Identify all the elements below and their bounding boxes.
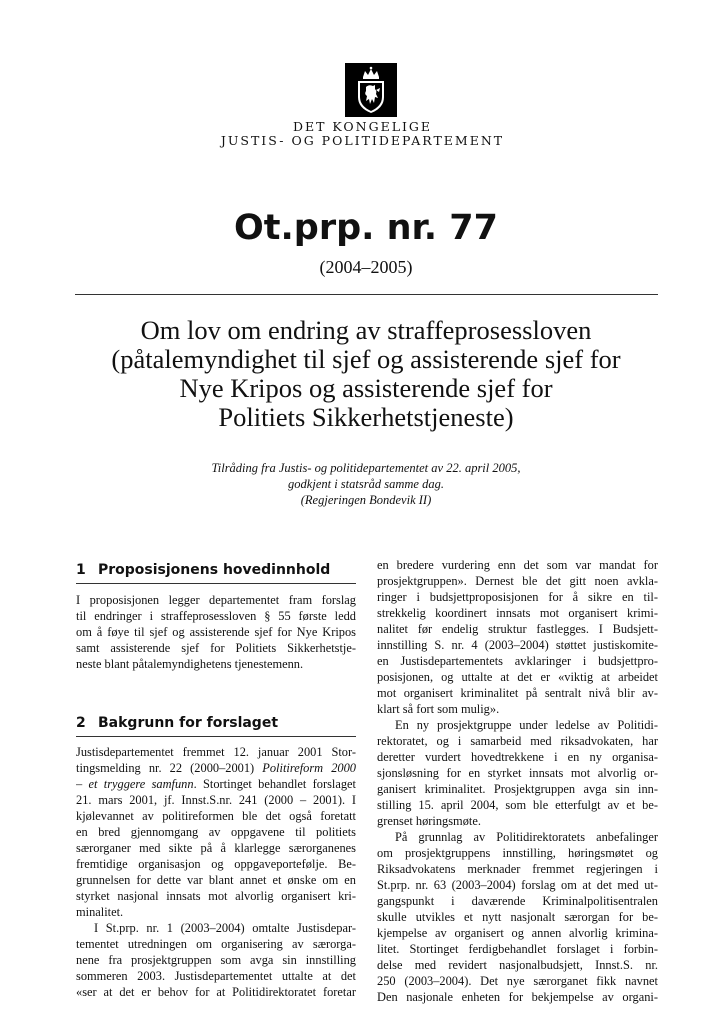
- text-line: I proposisjonen legger departementet fram forslag: [76, 593, 356, 607]
- text-line: om å føye til sjef og assisterende sjef for Nye Kripos: [76, 625, 356, 639]
- text-line: mot organisert kriminalitet på sentralt nivå blir av-: [377, 686, 658, 700]
- text-line: posisjonen, og uttalte at det er «viktig at arbeidet: [377, 670, 658, 684]
- section-number: 2: [76, 715, 86, 731]
- text-line: grunnelsen for dette var blant annet et ønske om en: [76, 873, 356, 887]
- text-line: innstilling S. nr. 4 (2003–2004) støttet justiskomite-: [377, 638, 658, 652]
- title-divider: [75, 294, 658, 295]
- text-line: strekkelig koordinert innsats mot organisert krimi-: [377, 606, 658, 620]
- subject-line: Politiets Sikkerhetstjeneste): [218, 402, 514, 432]
- text-line: minalitet.: [76, 905, 124, 919]
- italic-title: Politireform 2000: [262, 761, 356, 775]
- text-line: prosjektgruppen». Dernest ble det gitt noen avkla-: [377, 574, 658, 588]
- text-line: gangspunkt i daværende Kriminalpolitisentralen: [377, 894, 658, 908]
- subject-line: Om lov om endring av straffeprosessloven: [140, 315, 592, 345]
- subject-line: (påtalemyndighet til sjef og assisterende sjef for: [111, 344, 621, 374]
- coat-of-arms-logo: [345, 63, 397, 117]
- text-line: I St.prp. nr. 1 (2003–2004) omtalte Justisdepar-: [94, 921, 356, 935]
- text-line: en bredere vurdering enn det som var mandat for: [377, 558, 658, 572]
- subject-line: Nye Kripos og assisterende sjef for: [179, 373, 553, 403]
- text-line: En ny prosjektgruppe under ledelse av Politidi-: [395, 718, 658, 732]
- section-rule: [76, 583, 356, 584]
- text-line: ringer i budsjettproposisjonen for å sikre en til-: [377, 590, 658, 604]
- text-line: tementet utredningen om organisering av særorga-: [76, 937, 356, 951]
- text-line: neste blant påtalemyndighetens tjenestemenn.: [76, 657, 304, 671]
- text-line: særorganer med sikte på å klarlegge særorganenes: [76, 841, 356, 855]
- text-line: om prosjektgruppens innstilling, høringsmøtet og: [377, 846, 658, 860]
- text-line: kjempelse av organisert og annen alvorlig krimina-: [377, 926, 658, 940]
- text-line: St.prp. nr. 63 (2003–2004) forslag om at det med ut-: [377, 878, 658, 892]
- text-line: kjølevannet av politireformen ble det også foretatt: [76, 809, 356, 823]
- text-line: fremtidige organisasjon og oppgaveportefølje. Be-: [76, 857, 356, 871]
- text-line: 250 (2003–2004). Det nye særorganet fikk navnet: [377, 974, 658, 988]
- section-title: Bakgrunn for forslaget: [98, 715, 279, 731]
- text-line: en Justisdepartementets avklaringer i budsjettpro-: [377, 654, 658, 668]
- document-year: (2004–2005): [319, 257, 413, 277]
- text-line: «ser at det er behov for at Politidirektoratet foretar: [76, 985, 356, 999]
- text-line: styrket nasjonal innsats mot alvorlig organisert kri-: [76, 889, 356, 903]
- approval-line: Tilråding fra Justis- og politidepartementet av 22. april 2005,: [211, 461, 521, 475]
- text-line: stilling 15. april 2004, som ble etterfulgt av et be-: [377, 798, 658, 812]
- text-line: litet. Stortinget ferdigbehandlet forslaget i forbin-: [377, 942, 658, 956]
- section-title: Proposisjonens hovedinnhold: [98, 562, 331, 578]
- approval-line: (Regjeringen Bondevik II): [300, 493, 432, 507]
- text-line: delse med revidert nasjonalbudsjett, Innst.S. nr.: [377, 958, 658, 972]
- text-line: [76, 760, 356, 776]
- text-line: sjonsløsning for en styrket innsats mot alvorlig or-: [377, 766, 658, 780]
- text-span: tingsmelding nr. 22 (2000–2001): [76, 761, 263, 775]
- text-span: . Stortinget behandlet forslaget: [193, 777, 356, 791]
- document-title: Ot.prp. nr. 77: [233, 208, 498, 248]
- text-line: [76, 776, 356, 792]
- section-heading: [76, 714, 356, 732]
- section-heading: [76, 561, 356, 579]
- text-line: rektoratet, og i samarbeid med riksadvokaten, har: [377, 734, 658, 748]
- text-line: ganisert kriminalitet. Prosjektgruppen avga sin inn-: [377, 782, 658, 796]
- section2-body: [76, 744, 356, 1000]
- text-line: skulle utvikles et nytt nasjonalt særorgan for be-: [377, 910, 658, 924]
- text-line: Riksadvokatens merknader fremmet regjeringen i: [377, 862, 658, 876]
- text-line: sommeren 2003. Justisdepartementet uttalte at det: [76, 969, 356, 983]
- text-line: På grunnlag av Politidirektoratets anbefalinger: [395, 830, 658, 844]
- section1-body: [76, 592, 356, 672]
- section-rule: [76, 736, 356, 737]
- text-line: Justisdepartementet fremmet 12. januar 2001 Stor-: [76, 745, 356, 759]
- text-line: grenset høringsmøte.: [377, 814, 481, 828]
- text-line: 21. mars 2001, jf. Innst.S.nr. 241 (2000 – 2001). I: [76, 793, 356, 807]
- department-name-line1: DET KONGELIGE: [292, 119, 433, 134]
- approval-line: godkjent i statsråd samme dag.: [288, 477, 444, 491]
- department-name-line2: JUSTIS- OG POLITIDEPARTEMENT: [220, 133, 505, 148]
- text-line: en bred gjennomgang av oppgavene til politiets: [76, 825, 356, 839]
- text-line: nalitet før endelig struktur fastlegges. I Budsjett-: [377, 622, 658, 636]
- text-line: samt assisterende sjef for Politiets Sikkerhetstje-: [76, 641, 356, 655]
- text-line: til endringer i straffeprosessloven § 55 første ledd: [76, 609, 356, 623]
- right-column-body: [377, 557, 658, 1005]
- text-line: nene fra prosjektgruppen som avga sin innstilling: [76, 953, 356, 967]
- section-number: 1: [76, 562, 86, 578]
- text-line: Den nasjonale enheten for bekjempelse av organi-: [377, 990, 658, 1004]
- text-line: klart så fort som mulig».: [377, 702, 500, 716]
- italic-title: – et tryggere samfunn: [76, 777, 194, 791]
- text-line: deretter vurdert hovedtrekkene i en ny organisa-: [377, 750, 658, 764]
